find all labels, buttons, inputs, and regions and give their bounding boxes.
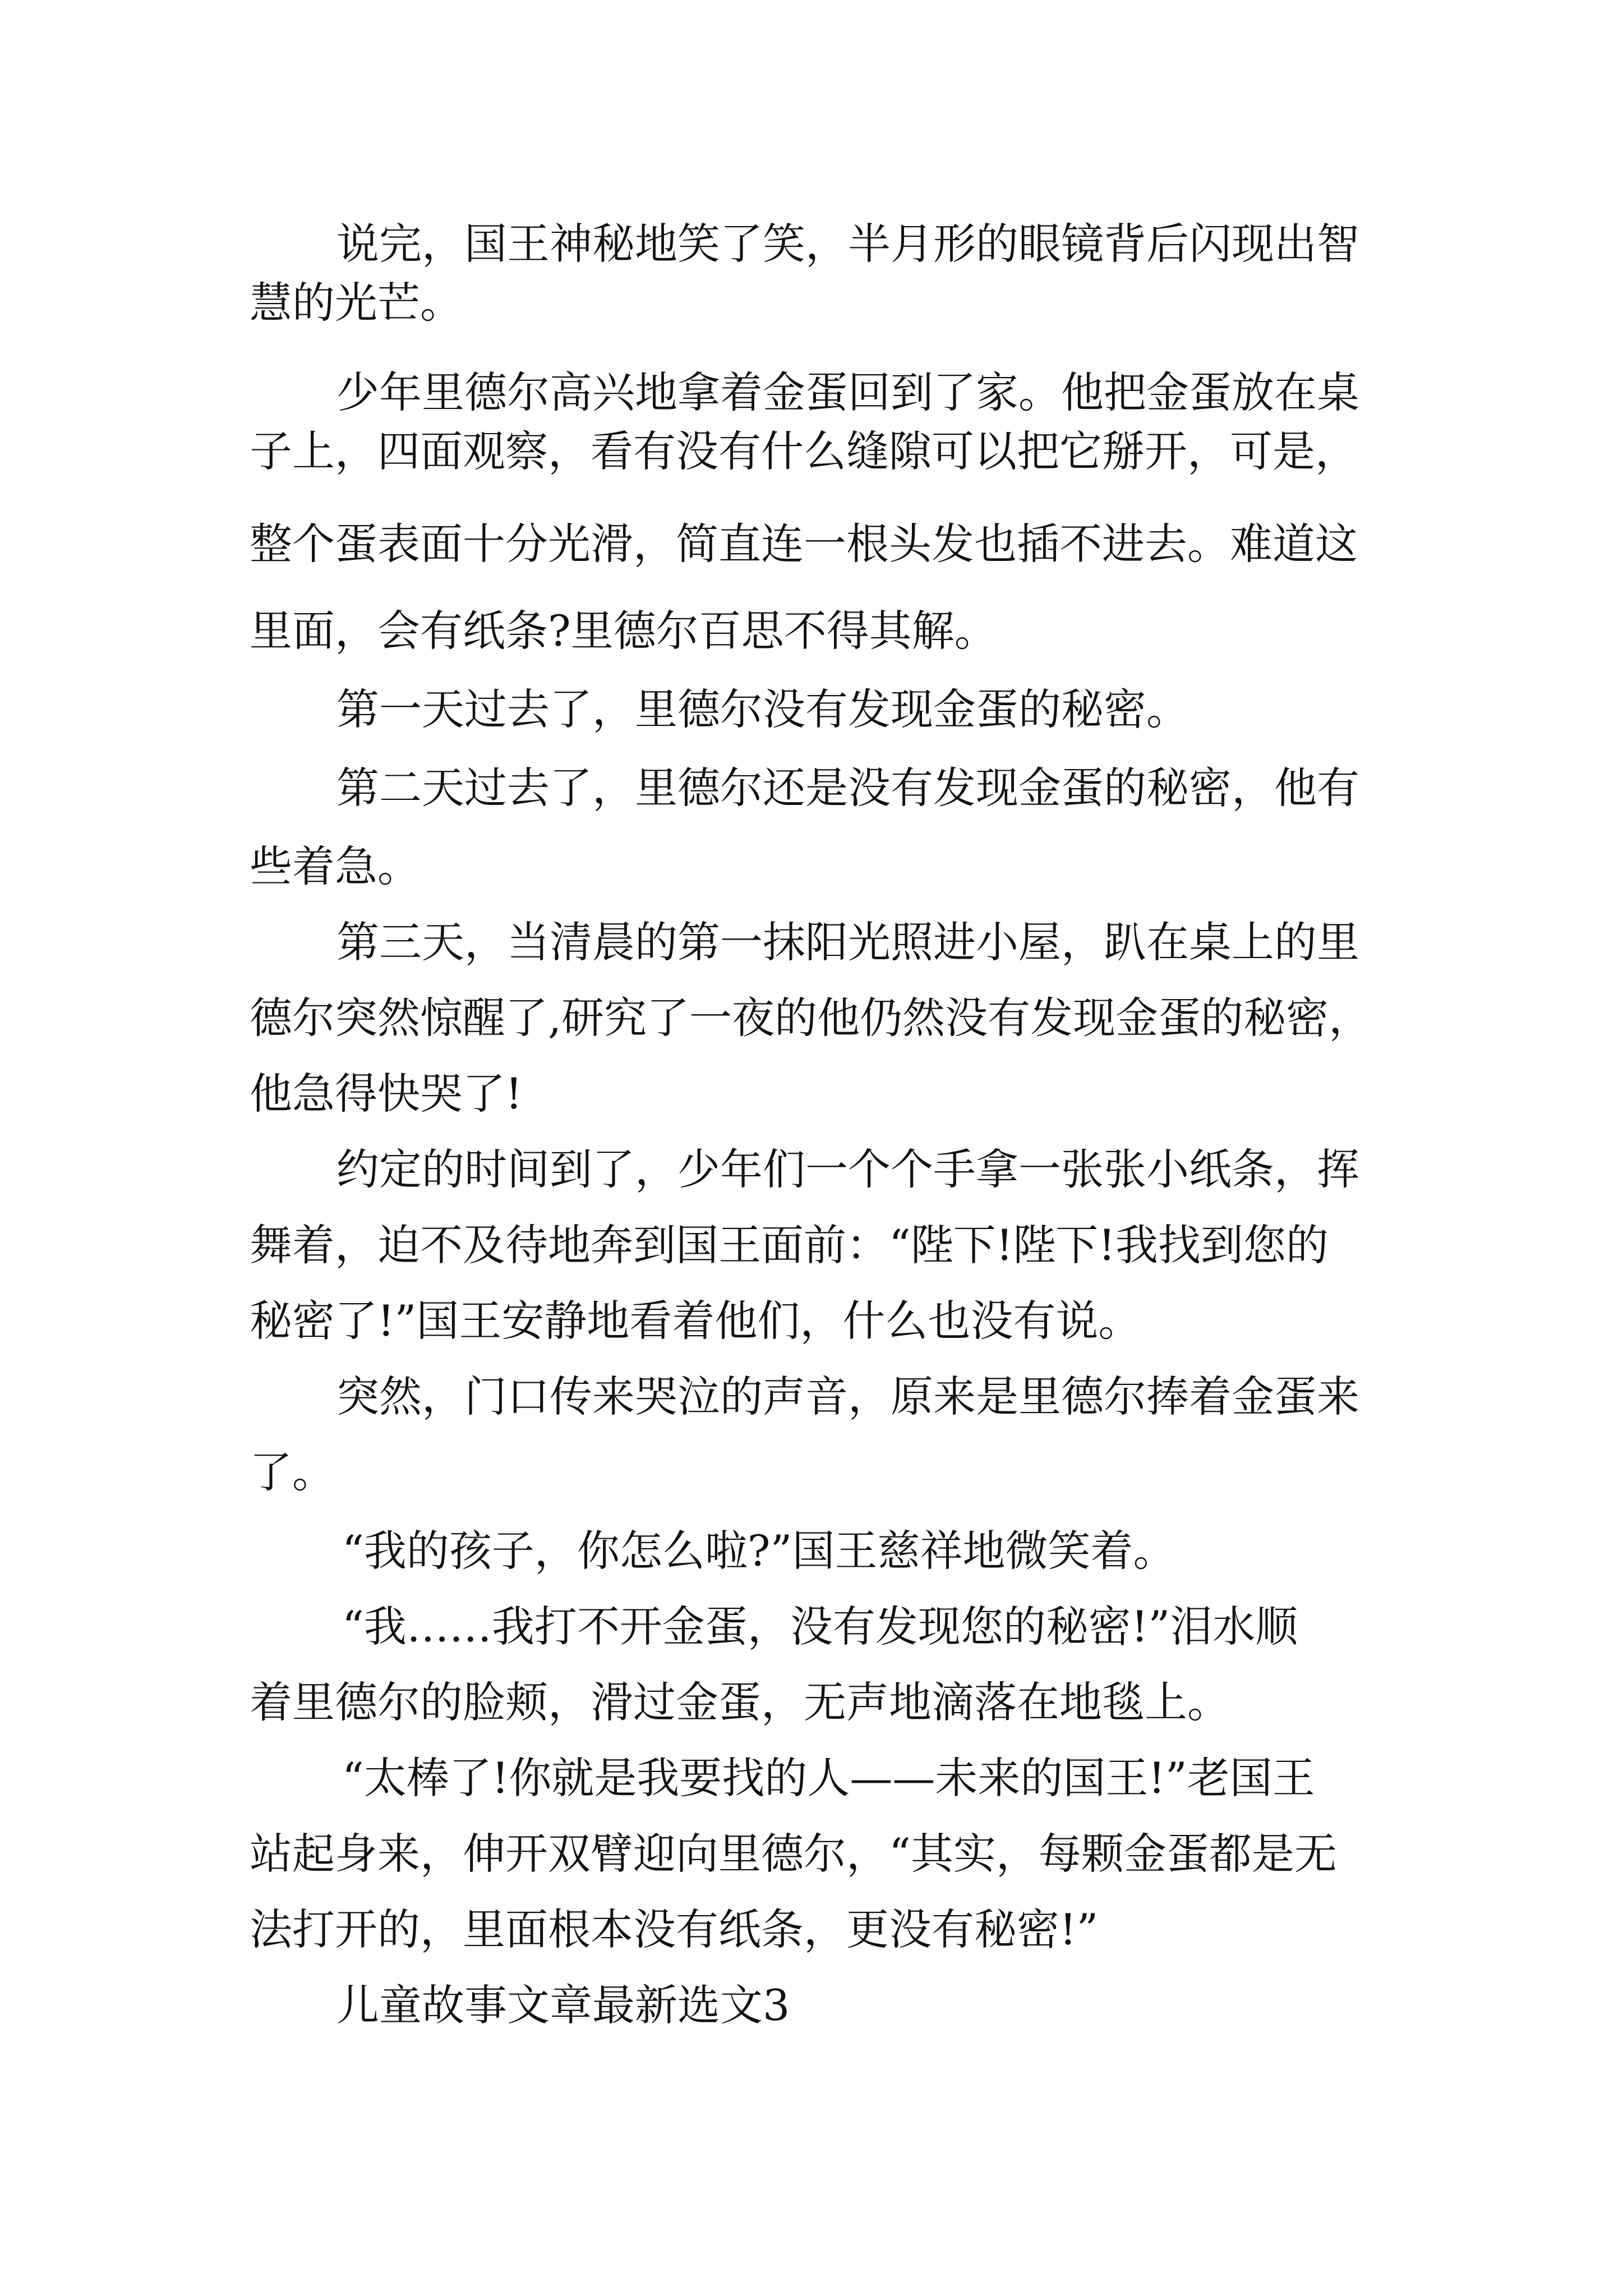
- paragraph-line: 了。: [250, 1447, 335, 1497]
- paragraph-line: 子上，四面观察，看有没有什么缝隙可以把它掰开，可是，: [250, 426, 1358, 476]
- paragraph-line: “我的孩子，你怎么啦?”国王慈祥地微笑着。: [342, 1526, 1176, 1576]
- section-heading: 儿童故事文章最新选文3: [336, 1980, 790, 2030]
- paragraph-line: 约定的时间到了，少年们一个个手拿一张张小纸条，挥: [336, 1144, 1359, 1194]
- paragraph-line: 少年里德尔高兴地拿着金蛋回到了家。他把金蛋放在桌: [336, 367, 1359, 417]
- paragraph-line: “太棒了!你就是我要找的人——未来的国王!”老国王: [342, 1753, 1315, 1803]
- paragraph-line: 法打开的，里面根本没有纸条，更没有秘密!”: [250, 1904, 1099, 1954]
- paragraph-line: 第一天过去了，里德尔没有发现金蛋的秘密。: [336, 684, 1189, 734]
- paragraph-line: 里面，会有纸条?里德尔百思不得其解。: [250, 606, 997, 656]
- paragraph-line: 整个蛋表面十分光滑，简直连一根头发也插不进去。难道这: [250, 519, 1358, 569]
- paragraph-line: 第三天，当清晨的第一抹阳光照进小屋，趴在桌上的里: [336, 917, 1359, 967]
- paragraph-line: “我……我打不开金蛋，没有发现您的秘密!”泪水顺: [342, 1602, 1298, 1651]
- paragraph-line: 说完，国王神秘地笑了笑，半月形的眼镜背后闪现出智: [336, 219, 1359, 269]
- paragraph-line: 着里德尔的脸颊，滑过金蛋，无声地滴落在地毯上。: [250, 1677, 1230, 1727]
- paragraph-line: 秘密了!”国王安静地看着他们，什么也没有说。: [250, 1296, 1141, 1346]
- paragraph-line: 舞着，迫不及待地奔到国王面前：“陛下!陛下!我找到您的: [250, 1220, 1329, 1270]
- paragraph-line: 慧的光芒。: [250, 278, 463, 328]
- paragraph-line: 突然，门口传来哭泣的声音，原来是里德尔捧着金蛋来: [336, 1372, 1359, 1421]
- paragraph-line: 第二天过去了，里德尔还是没有发现金蛋的秘密，他有: [336, 763, 1359, 813]
- paragraph-line: 他急得快哭了!: [250, 1069, 523, 1119]
- paragraph-line: 德尔突然惊醒了,研究了一夜的他仍然没有发现金蛋的秘密，: [250, 993, 1372, 1043]
- paragraph-line: 些着急。: [250, 841, 420, 891]
- paragraph-line: 站起身来，伸开双臂迎向里德尔，“其实，每颗金蛋都是无: [250, 1829, 1337, 1879]
